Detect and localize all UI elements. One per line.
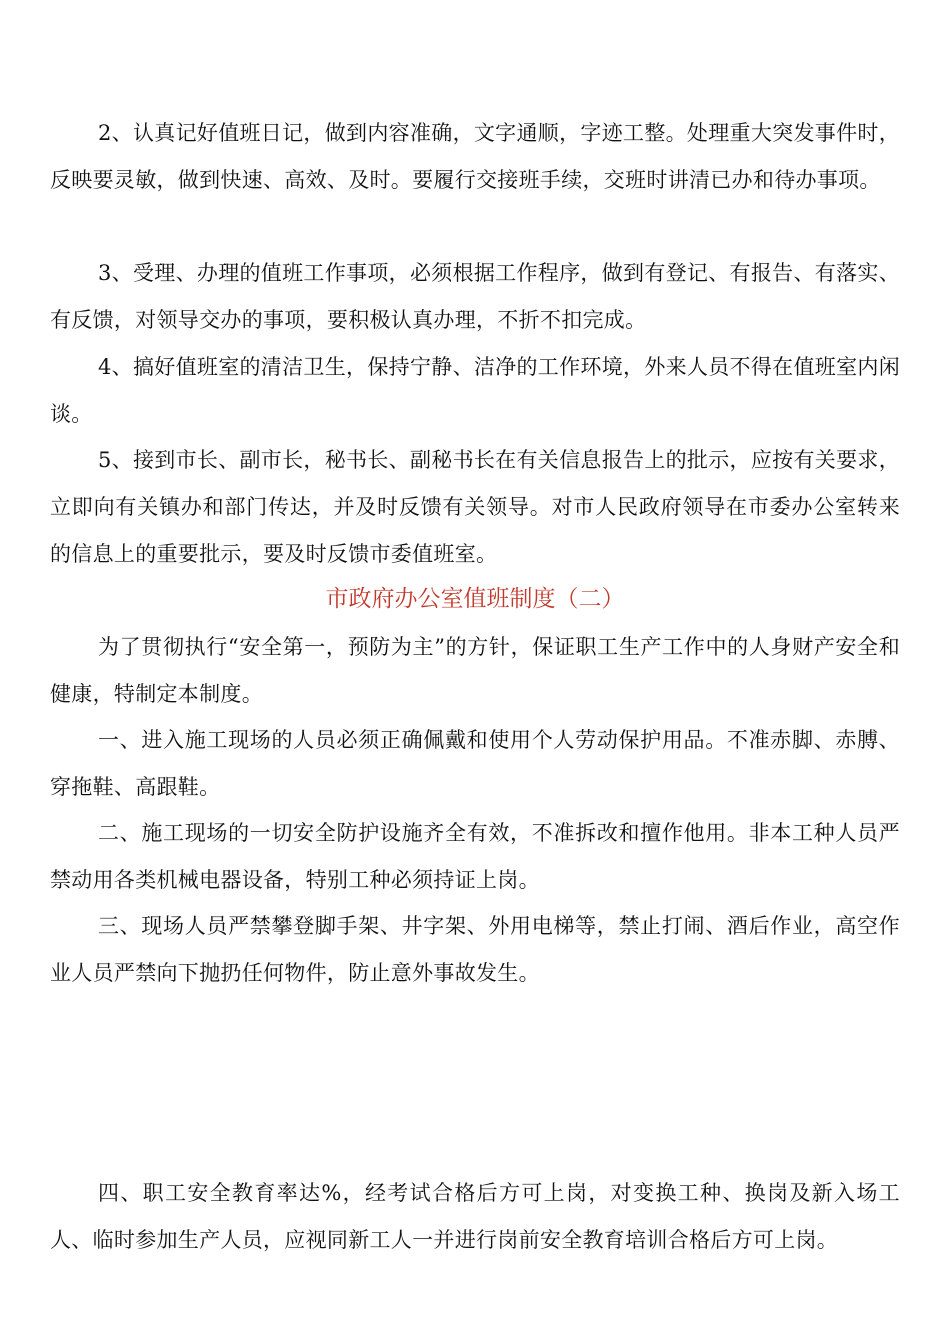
section-title: 市政府办公室值班制度（二） — [325, 586, 625, 612]
paragraph-instructions-feedback: 5、接到市长、副市长，秘书长、副秘书长在有关信息报告上的批示，应按有关要求，立即向有关镇办和部门传达，并及时反馈有关领导。对市人民政府领导在市委办公室转来的信息上的重要批示，要及时反馈市委值班室。 — [50, 448, 900, 566]
paragraph-duty-log: 2、认真记好值班日记，做到内容准确，文字通顺，字迹工整。处理重大突发事件时，反映要灵敏，做到快速、高效、及时。要履行交接班手续，交班时讲清已办和待办事项。 — [50, 121, 900, 192]
paragraph-duty-matters: 3、受理、办理的值班工作事项，必须根据工作程序，做到有登记、有报告、有落实、有反馈，对领导交办的事项，要积极认真办理，不折不扣完成。 — [50, 261, 900, 332]
paragraph-duty-room-hygiene: 4、搞好值班室的清洁卫生，保持宁静、洁净的工作环境，外来人员不得在值班室内闲谈。 — [50, 355, 900, 426]
paragraph-safety-intro: 为了贯彻执行“安全第一，预防为主”的方针，保证职工生产工作中的人身财产安全和健康，特制定本制度。 — [50, 635, 900, 706]
document-page — [50, 0, 900, 1344]
paragraph-rule-four: 四、职工安全教育率达%，经考试合格后方可上岗，对变换工种、换岗及新入场工人、临时参加生产人员，应视同新工人一并进行岗前安全教育培训合格后方可上岗。 — [50, 1181, 900, 1252]
paragraph-rule-one: 一、进入施工现场的人员必须正确佩戴和使用个人劳动保护用品。不准赤脚、赤膊、穿拖鞋、高跟鞋。 — [50, 728, 900, 799]
paragraph-rule-two: 二、施工现场的一切安全防护设施齐全有效，不准拆改和擅作他用。非本工种人员严禁动用各类机械电器设备，特别工种必须持证上岗。 — [50, 821, 900, 892]
paragraph-rule-three: 三、现场人员严禁攀登脚手架、井字架、外用电梯等，禁止打闹、酒后作业，高空作业人员严禁向下抛扔任何物件，防止意外事故发生。 — [50, 914, 900, 985]
